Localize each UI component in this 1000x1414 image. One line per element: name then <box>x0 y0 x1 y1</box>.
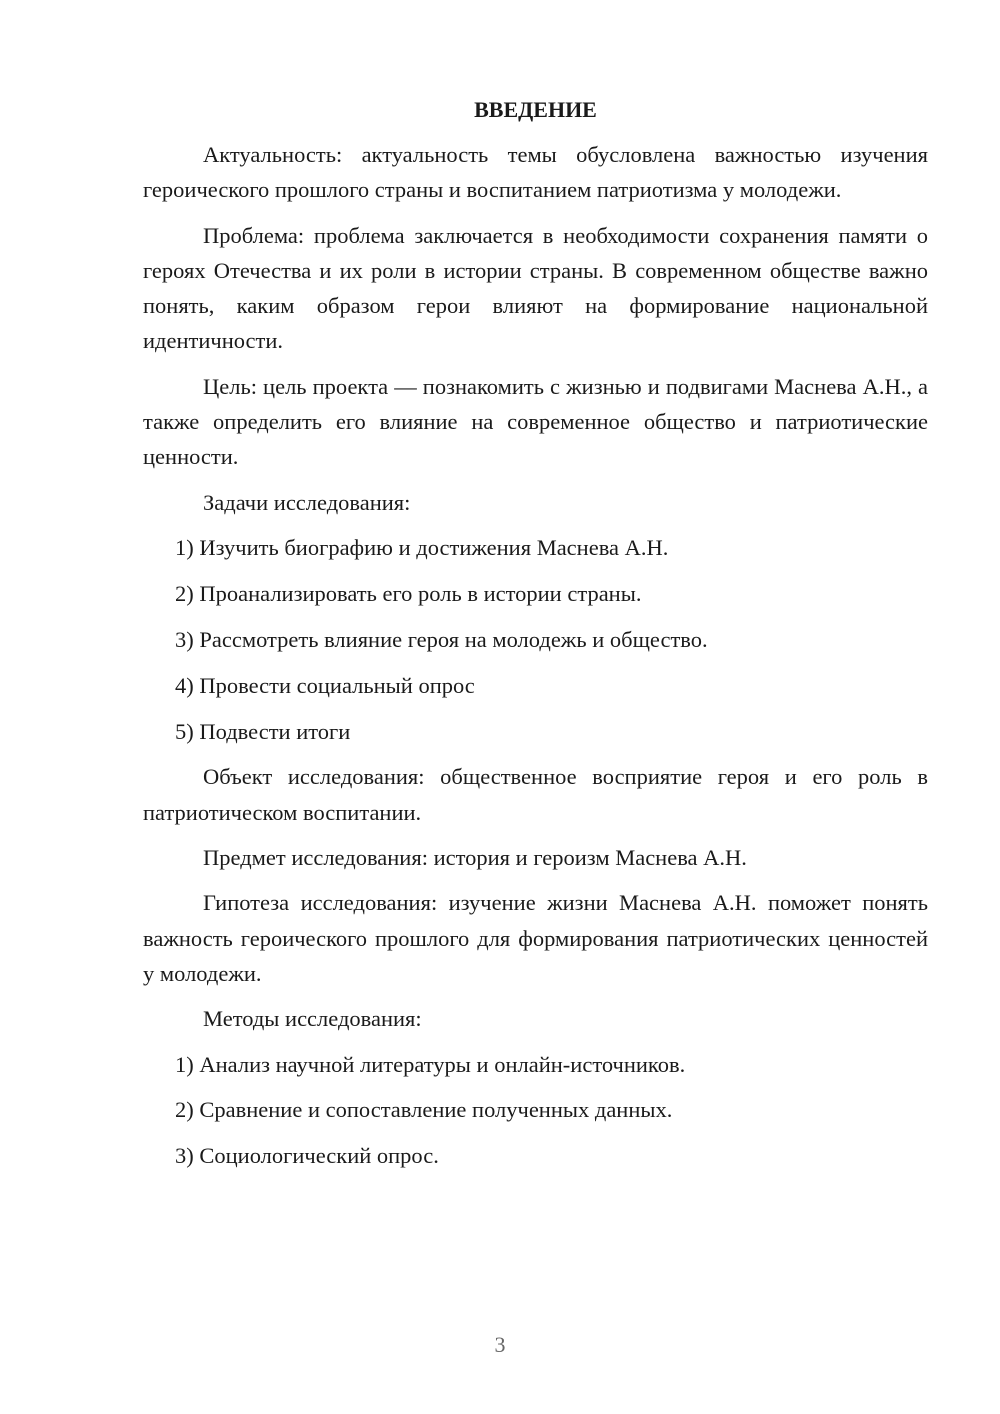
document-page <box>143 92 928 1184</box>
subject-paragraph: Предмет исследования: история и героизм Маснева А.Н. <box>203 845 747 871</box>
goal-paragraph: Цель: цель проекта — познакомить с жизнью и подвигами Маснева А.Н., а также определить его влияние на современное общество и патриотические ценности. <box>143 373 928 470</box>
list-item: 2) Сравнение и сопоставление полученных данных. <box>175 1097 673 1123</box>
relevance-paragraph: Актуальность: актуальность темы обусловлена важностью изучения героического прошлого страны и воспитанием патриотизма у молодежи. <box>143 142 928 203</box>
list-item: 1) Изучить биографию и достижения Маснева А.Н. <box>175 534 669 560</box>
tasks-list <box>143 530 928 749</box>
tasks-heading: Задачи исследования: <box>203 489 411 515</box>
list-item: 1) Анализ научной литературы и онлайн-источников. <box>175 1051 686 1077</box>
methods-list <box>143 1047 928 1174</box>
page-number: 3 <box>494 1332 506 1357</box>
list-item: 2) Проанализировать его роль в истории страны. <box>175 580 642 606</box>
list-item: 4) Провести социальный опрос <box>175 672 475 698</box>
object-paragraph: Объект исследования: общественное восприятие героя и его роль в патриотическом воспитании. <box>143 764 928 825</box>
document-title: ВВЕДЕНИЕ <box>474 97 597 122</box>
methods-heading: Методы исследования: <box>203 1006 422 1032</box>
list-item: 3) Социологический опрос. <box>175 1143 439 1169</box>
problem-paragraph: Проблема: проблема заключается в необходимости сохранения памяти о героях Отечества и их роли в истории страны. В современном обществе важно понять, каким образом герои влияют на формирование национальной идентичности. <box>143 222 928 354</box>
list-item: 5) Подвести итоги <box>175 718 351 744</box>
list-item: 3) Рассмотреть влияние героя на молодежь и общество. <box>175 626 708 652</box>
hypothesis-paragraph: Гипотеза исследования: изучение жизни Маснева А.Н. поможет понять важность героического прошлого для формирования патриотических ценностей у молодежи. <box>143 890 928 986</box>
